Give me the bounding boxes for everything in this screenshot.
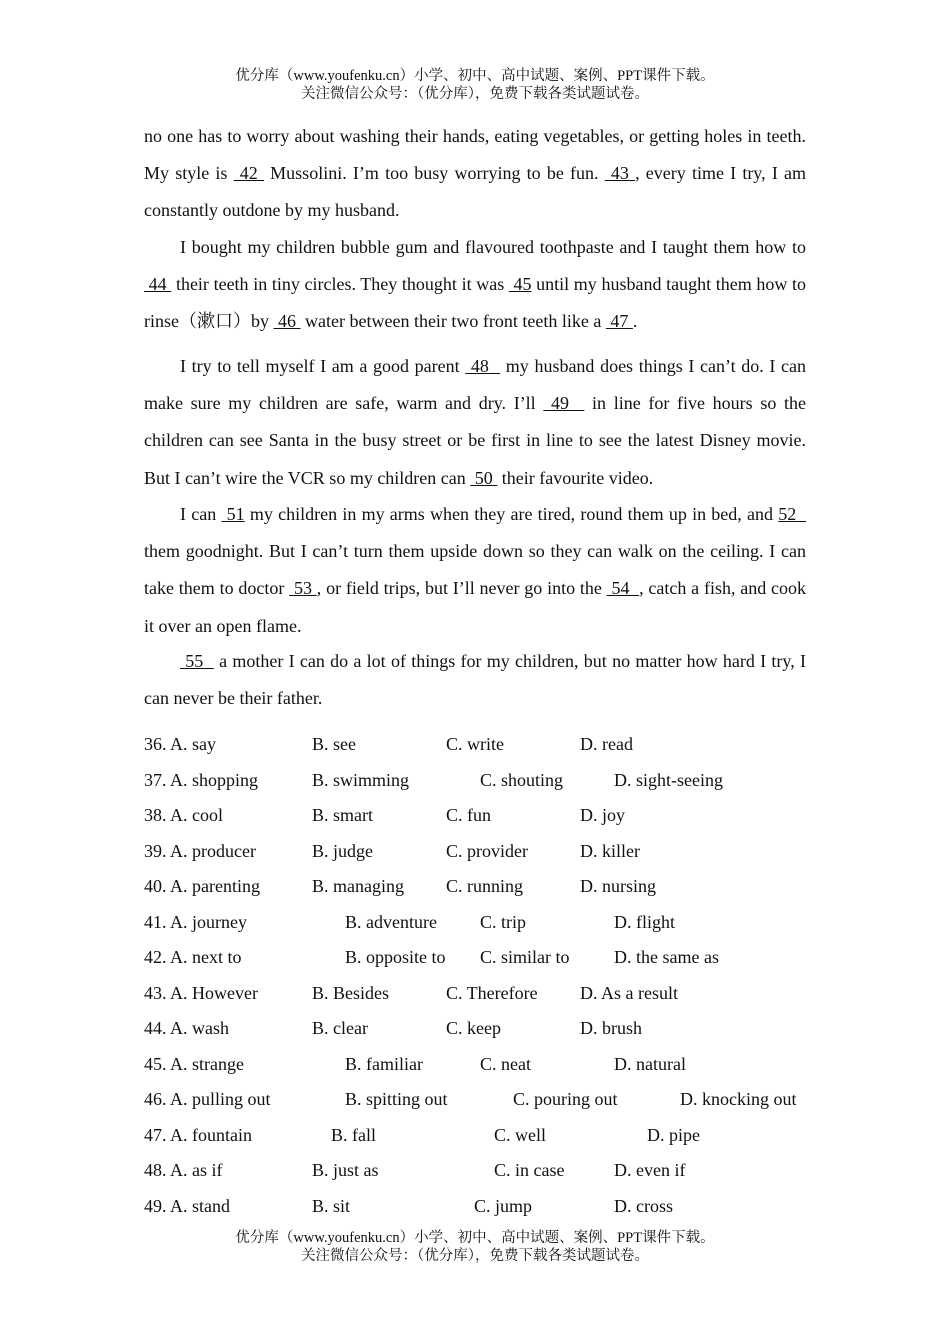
header-line-2: 关注微信公众号：（优分库），免费下载各类试题试卷。 xyxy=(301,86,649,102)
paragraph-text: I bought my children bubble gum and flavoured toothpaste and I taught them how to xyxy=(180,237,806,257)
option-c: C. pouring out xyxy=(513,1089,618,1109)
option-d: D. As a result xyxy=(580,982,678,1003)
paragraph-text: in line for five hours so the children can see Santa in the busy street or be first in line to see the latest Disney movie. But I can’t wire the VCR so my children can xyxy=(144,393,807,488)
option-row-49 xyxy=(144,1189,824,1225)
paragraph-text: a mother I can do a lot of things for my children, but no matter how hard I try, I can never be their father. xyxy=(144,651,806,709)
option-c: C. well xyxy=(494,1124,546,1145)
header-line-1: 优分库（www.youfenku.cn）小学、初中、高中试题、案例、PPT课件下载。 xyxy=(235,68,715,84)
option-c: C. keep xyxy=(446,1018,501,1038)
option-b: B. fall xyxy=(331,1124,376,1145)
option-d: D. knocking out xyxy=(680,1089,797,1109)
option-c: C. write xyxy=(446,734,504,754)
option-row-37 xyxy=(144,763,824,799)
option-d: D. killer xyxy=(580,840,640,861)
option-c: C. trip xyxy=(480,911,527,932)
option-row-40 xyxy=(144,869,824,905)
blank-53: 53 xyxy=(289,578,317,599)
blank-48: 48 xyxy=(465,356,501,376)
option-row-47 xyxy=(144,1118,824,1154)
option-b: B. judge xyxy=(312,840,373,861)
paragraph-text: I can xyxy=(180,504,222,524)
option-a: 38. A. cool xyxy=(144,805,223,825)
option-b: B. just as xyxy=(312,1160,379,1180)
page-header xyxy=(0,67,950,103)
option-d: D. even if xyxy=(614,1160,686,1180)
option-b: B. spitting out xyxy=(345,1089,448,1109)
paragraph-text: I try to tell myself I am a good parent xyxy=(180,356,466,376)
option-a: 42. A. next to xyxy=(144,947,242,967)
option-a: 45. A. strange xyxy=(144,1053,244,1074)
option-c: C. jump xyxy=(474,1195,533,1216)
blank-50: 50 xyxy=(470,467,498,488)
option-b: B. see xyxy=(312,734,356,754)
paragraph-text: water between their two front teeth like a xyxy=(300,311,606,332)
option-b: B. opposite to xyxy=(345,947,446,967)
option-row-45 xyxy=(144,1047,824,1083)
blank-49: 49 xyxy=(543,393,585,414)
paragraph-text: their teeth in tiny circles. They thought it was xyxy=(171,274,509,295)
blank-55: 55 xyxy=(180,651,214,671)
option-a: 47. A. fountain xyxy=(144,1124,252,1145)
blank-47: 47 xyxy=(605,311,633,332)
option-a: 40. A. parenting xyxy=(144,876,260,896)
option-c: C. in case xyxy=(494,1160,565,1180)
option-d: D. joy xyxy=(580,805,625,825)
paragraph-text: until my husband taught them how to rinse（漱口）by xyxy=(144,274,807,332)
option-a: 37. A. shopping xyxy=(144,769,259,790)
option-row-38 xyxy=(144,798,824,834)
option-row-36 xyxy=(144,727,824,763)
option-a: 43. A. However xyxy=(144,982,258,1003)
option-d: D. flight xyxy=(614,911,675,932)
option-d: D. nursing xyxy=(580,876,656,896)
blank-54: 54 xyxy=(606,578,640,599)
paragraph-3 xyxy=(144,348,806,497)
option-b: B. Besides xyxy=(312,982,390,1003)
option-row-43 xyxy=(144,976,824,1012)
blank-52: 52 xyxy=(778,504,806,524)
paragraph-1 xyxy=(144,118,806,230)
option-a: 49. A. stand xyxy=(144,1195,231,1216)
paragraph-text: no one has to worry about washing their hands, eating vegetables, or getting holes in teeth. My style is xyxy=(144,126,806,184)
footer-line-1: 优分库（www.youfenku.cn）小学、初中、高中试题、案例、PPT课件下载。 xyxy=(235,1230,715,1246)
option-d: D. brush xyxy=(580,1018,642,1038)
option-c: C. running xyxy=(446,876,524,896)
paragraph-text: , or field trips, but I’ll never go into the xyxy=(316,578,607,599)
option-row-41 xyxy=(144,905,824,941)
option-row-44 xyxy=(144,1011,824,1047)
paragraph-5 xyxy=(144,643,806,717)
option-c: C. provider xyxy=(446,840,528,861)
paragraph-text: their favourite video. xyxy=(497,467,654,488)
blank-43: 43 xyxy=(604,163,636,184)
option-a: 41. A. journey xyxy=(144,911,247,932)
option-c: C. shouting xyxy=(480,769,564,790)
option-b: B. adventure xyxy=(345,911,437,932)
option-row-42 xyxy=(144,940,824,976)
blank-46: 46 xyxy=(273,311,301,332)
option-row-46 xyxy=(144,1082,824,1118)
option-c: C. Therefore xyxy=(446,982,538,1003)
option-c: C. neat xyxy=(480,1053,531,1074)
option-d: D. the same as xyxy=(614,947,719,967)
option-d: D. read xyxy=(580,734,633,754)
option-d: D. cross xyxy=(614,1195,673,1216)
paragraph-text: them goodnight. But I can’t turn them upside down so they can walk on the ceiling. I can take them to doctor xyxy=(144,541,806,599)
paragraph-text: , every time I try, I am constantly outdone by my husband. xyxy=(144,163,807,221)
option-b: B. familiar xyxy=(345,1053,423,1074)
paragraph-text: Mussolini. I’m too busy worrying to be fun. xyxy=(263,163,605,184)
blank-44: 44 xyxy=(144,274,172,295)
option-row-48 xyxy=(144,1153,824,1189)
paragraph-text: my husband does things I can’t do. I can make sure my children are safe, warm and dry. I’ll xyxy=(144,356,806,414)
option-a: 36. A. say xyxy=(144,734,216,754)
paragraph-text: my children in my arms when they are tired, round them up in bed, and xyxy=(244,504,779,524)
option-d: D. natural xyxy=(614,1053,686,1074)
blank-42: 42 xyxy=(233,163,264,184)
option-a: 44. A. wash xyxy=(144,1018,229,1038)
option-c: C. similar to xyxy=(480,947,570,967)
option-d: D. sight-seeing xyxy=(614,769,723,790)
page-footer xyxy=(0,1229,950,1265)
paragraph-text: . xyxy=(632,311,638,332)
footer-line-2: 关注微信公众号：（优分库），免费下载各类试题试卷。 xyxy=(301,1248,649,1264)
option-a: 46. A. pulling out xyxy=(144,1089,271,1109)
option-a: 48. A. as if xyxy=(144,1160,223,1180)
option-d: D. pipe xyxy=(647,1124,700,1145)
paragraph-text: , catch a fish, and cook it over an open flame. xyxy=(144,578,807,636)
blank-45: 45 xyxy=(508,274,532,295)
option-b: B. smart xyxy=(312,805,373,825)
blank-51: 51 xyxy=(221,504,245,524)
paragraph-2 xyxy=(144,229,806,341)
option-b: B. managing xyxy=(312,876,404,896)
option-c: C. fun xyxy=(446,805,491,825)
option-row-39 xyxy=(144,834,824,870)
options-list xyxy=(144,727,824,1224)
paragraph-4 xyxy=(144,496,806,645)
option-b: B. sit xyxy=(312,1195,351,1216)
option-b: B. clear xyxy=(312,1018,368,1038)
option-a: 39. A. producer xyxy=(144,840,256,861)
option-b: B. swimming xyxy=(312,769,410,790)
